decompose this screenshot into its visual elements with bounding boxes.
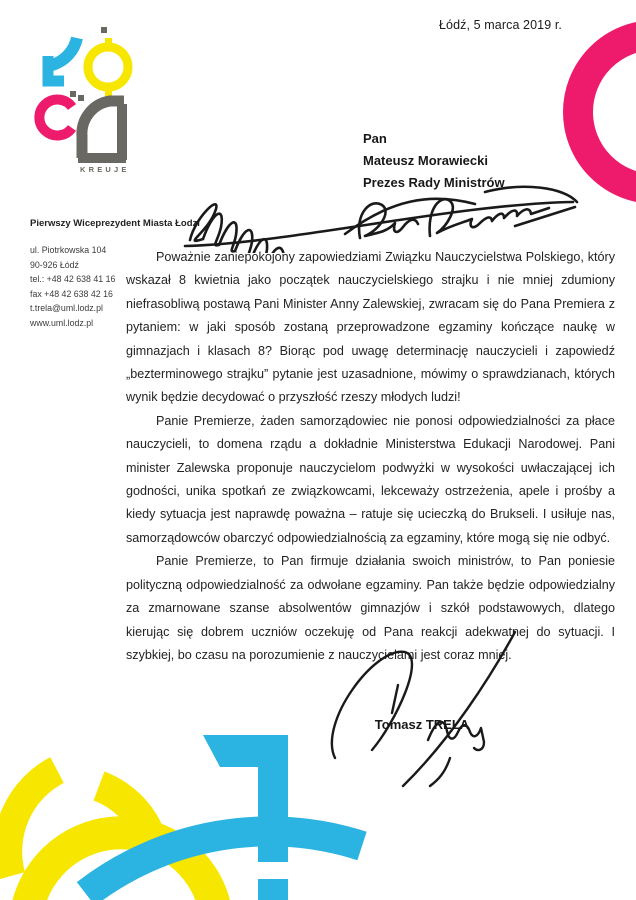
recipient-block xyxy=(363,128,505,194)
address-line: fax +48 42 638 42 16 xyxy=(30,288,113,299)
cyan-flag-foot-icon xyxy=(258,879,288,900)
date-line: Łódź, 5 marca 2019 r. xyxy=(438,18,562,32)
address-line: 90-926 Łódź xyxy=(30,259,79,270)
logo-accent-dot2-icon xyxy=(78,95,84,101)
logo-accent-dot-icon xyxy=(101,27,107,33)
signature-name: Tomasz TRELA xyxy=(374,717,470,732)
letter-paragraph: Poważnie zaniepokojony zapowiedziami Związku Nauczycielstwa Polskiego, który wskazał 8 kwietnia jako początek nauczycielskiego strajku i nie mniej zdumiony niefrasobliwą postawą Pani Minister Anny Zalewskiej, zwracam się do Pana Premiera z pytaniem: w jaki sposób zostaną przeprowadzone egzaminy kończące naukę w gimnazjach i klasach 8? Biorąc pod uwagę determinację nauczycieli i zapowiedź „bezterminowego strajku” pytanie jest uzasadnione, mówimy o sprawdzianach, których wynik będzie decydować o przyszłość rzeszy młodych ludzi! xyxy=(126,250,615,405)
recipient-line: Pan xyxy=(363,131,387,146)
letter-paragraph: Panie Premierze, to Pan firmuje działania swoich ministrów, to Pan poniesie polityczną odpowiedzialność za odwołane egzaminy. Pan także będzie odpowiedzialny za zmarnowane szanse absolwentów gimnazjów i szkół podstawowych, dlatego kierując się dobrem uczniów oczekuję od Pana reakcji adekwatnej do sytuacji. I szybkiej, bo czasu na porozumienie z nauczycielami jest coraz mniej. xyxy=(126,554,615,662)
logo-caption: KREUJE xyxy=(80,165,130,174)
address-line: t.trela@uml.lodz.pl xyxy=(30,303,103,314)
sender-title: Pierwszy Wiceprezydent Miasta Łodzi xyxy=(30,218,200,229)
recipient-line: Mateusz Morawiecki xyxy=(363,153,488,168)
logo-letter-o-top-tick-icon xyxy=(105,38,112,50)
letter-body xyxy=(126,246,615,667)
address-line: www.uml.lodz.pl xyxy=(30,317,94,328)
logo-letter-z-stem-icon xyxy=(117,104,127,160)
sender-address-block xyxy=(30,243,115,331)
letter-paragraph: Panie Premierze, żaden samorządowiec nie ponosi odpowiedzialności za płace nauczycieli, to domena rządu a dokładnie Ministerstwa Edukacji Narodowej. Pani minister Zalewska proponuje nauczycielom podwyżki w wysokości uwłaczającej ich godności, unika spotkań ze związkowcami, lekceważy ostrzeżenia, apele i prośby a kiedy sytuacja jest naprawdę poważna – ratuje się ucieczką do Brukseli. I usiłuje nas, samorządowców obarczyć odpowiedzialnością za egzaminy, które mogą się nie odbyć. xyxy=(126,413,615,545)
logo-letter-o-ring-icon xyxy=(88,47,128,87)
magenta-ring-icon xyxy=(578,35,636,189)
address-line: ul. Piotrkowska 104 xyxy=(30,245,107,255)
logo-letter-d-arc-icon xyxy=(39,100,72,136)
logo-accent-dot3-icon xyxy=(70,91,76,97)
recipient-line: Prezes Rady Ministrów xyxy=(363,175,505,190)
logo-letter-l-arc-icon xyxy=(52,38,77,65)
lodz-kreuje-logo xyxy=(39,27,128,163)
address-line: tel.: +48 42 638 41 16 xyxy=(30,274,116,285)
